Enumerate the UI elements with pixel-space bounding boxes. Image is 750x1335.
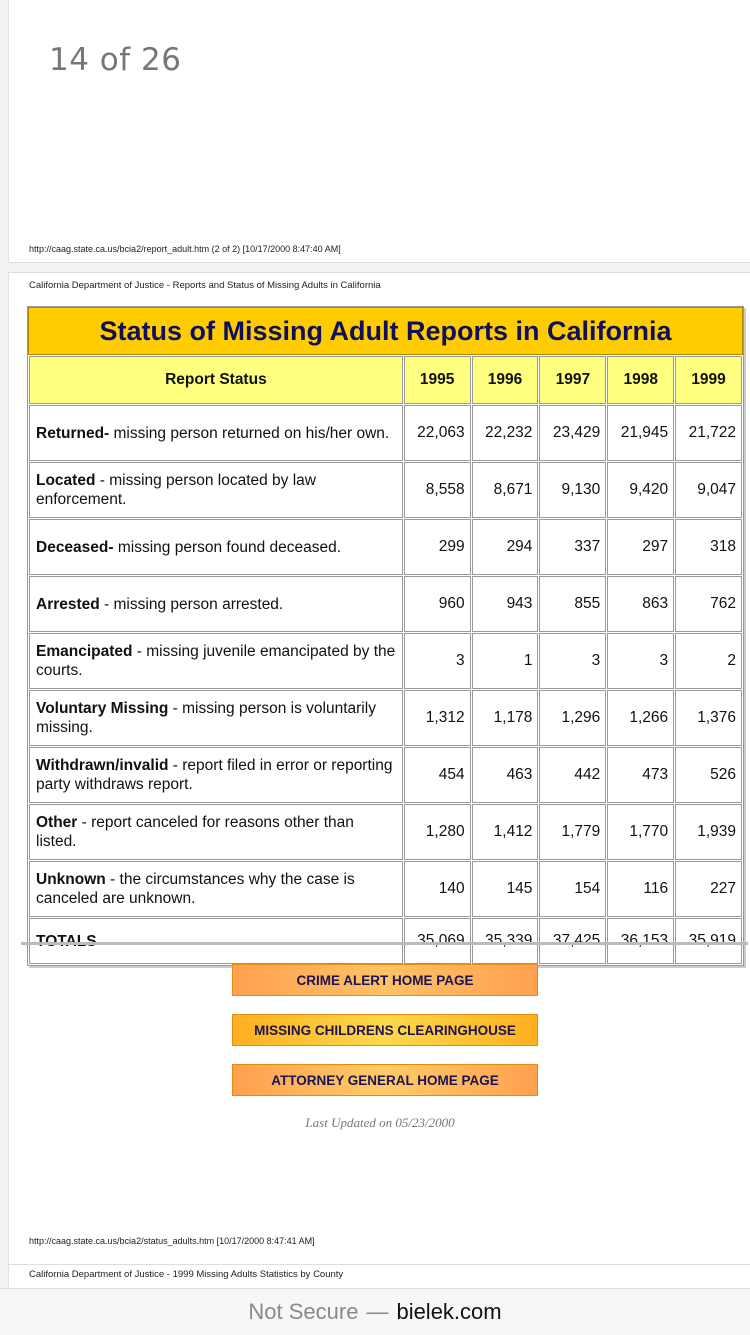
value-cell: 1,939 — [675, 804, 742, 860]
value-cell: 3 — [404, 633, 471, 689]
pdf-page-next — [8, 1264, 750, 1289]
header-year: 1996 — [472, 356, 539, 404]
page-counter: 14 of 26 — [49, 42, 182, 78]
attorney-general-home-button[interactable]: ATTORNEY GENERAL HOME PAGE — [232, 1064, 538, 1096]
status-cell — [29, 462, 403, 518]
value-cell: 21,945 — [607, 405, 674, 461]
status-cell — [29, 804, 403, 860]
total-cell: 37,425 — [539, 918, 606, 964]
status-cell — [29, 633, 403, 689]
value-cell: 1,296 — [539, 690, 606, 746]
table-row — [29, 633, 742, 689]
page-header: California Department of Justice - 1999 Missing Adults Statistics by County — [29, 1269, 344, 1280]
value-cell: 943 — [472, 576, 539, 632]
value-cell: 463 — [472, 747, 539, 803]
table-row — [29, 462, 742, 518]
header-year: 1997 — [539, 356, 606, 404]
missing-adults-table — [28, 355, 743, 965]
status-name: Returned- — [36, 424, 110, 442]
table-row — [29, 690, 742, 746]
domain-label: bielek.com — [396, 1299, 502, 1324]
value-cell: 116 — [607, 861, 674, 917]
separator: — — [366, 1299, 389, 1324]
value-cell: 1,266 — [607, 690, 674, 746]
status-cell — [29, 690, 403, 746]
page-footer-url: http://caag.state.ca.us/bcia2/status_adults.htm [10/17/2000 8:47:41 AM] — [29, 1236, 315, 1246]
value-cell: 3 — [539, 633, 606, 689]
value-cell: 22,232 — [472, 405, 539, 461]
value-cell: 9,130 — [539, 462, 606, 518]
value-cell: 473 — [607, 747, 674, 803]
table-title: Status of Missing Adult Reports in California — [28, 307, 743, 355]
totals-row — [29, 918, 742, 964]
status-cell — [29, 861, 403, 917]
status-cell — [29, 747, 403, 803]
page-footer-url: http://caag.state.ca.us/bcia2/report_adult.htm (2 of 2) [10/17/2000 8:47:40 AM] — [29, 244, 341, 254]
pdf-page-previous — [8, 0, 750, 263]
table-row — [29, 405, 742, 461]
value-cell: 1,770 — [607, 804, 674, 860]
status-name: Withdrawn/invalid — [36, 757, 169, 774]
page-header: California Department of Justice - Reports and Status of Missing Adults in California — [29, 280, 381, 291]
value-cell: 960 — [404, 576, 471, 632]
header-year: 1995 — [404, 356, 471, 404]
value-cell: 9,420 — [607, 462, 674, 518]
status-name: Voluntary Missing — [36, 700, 169, 717]
status-description: - missing person arrested. — [99, 595, 284, 613]
value-cell: 863 — [607, 576, 674, 632]
pdf-page-current — [8, 272, 750, 1288]
table-row — [29, 804, 742, 860]
missing-adults-table-container — [27, 306, 744, 966]
value-cell: 526 — [675, 747, 742, 803]
status-description: - report canceled for reasons other than listed. — [36, 814, 354, 850]
value-cell: 227 — [675, 861, 742, 917]
value-cell: 145 — [472, 861, 539, 917]
status-description: - report filed in error or reporting party withdraws report. — [36, 757, 393, 793]
total-cell: 35,339 — [472, 918, 539, 964]
status-description: - missing person located by law enforcement. — [36, 472, 316, 508]
value-cell: 299 — [404, 519, 471, 575]
header-report-status: Report Status — [29, 356, 403, 404]
total-cell: 35,069 — [404, 918, 471, 964]
status-name: Emancipated — [36, 643, 133, 660]
table-row — [29, 519, 742, 575]
status-cell — [29, 519, 403, 575]
value-cell: 297 — [607, 519, 674, 575]
value-cell: 140 — [404, 861, 471, 917]
value-cell: 762 — [675, 576, 742, 632]
value-cell: 1,312 — [404, 690, 471, 746]
table-row — [29, 576, 742, 632]
browser-address-bar[interactable] — [0, 1288, 750, 1335]
status-description: missing person found deceased. — [113, 538, 342, 556]
value-cell: 1,280 — [404, 804, 471, 860]
value-cell: 23,429 — [539, 405, 606, 461]
value-cell: 337 — [539, 519, 606, 575]
status-description: missing person returned on his/her own. — [109, 424, 390, 442]
value-cell: 442 — [539, 747, 606, 803]
table-header-row — [29, 356, 742, 404]
table-row — [29, 861, 742, 917]
table-row — [29, 747, 742, 803]
status-name: Other — [36, 814, 78, 831]
header-year: 1999 — [675, 356, 742, 404]
status-cell — [29, 576, 403, 632]
value-cell: 294 — [472, 519, 539, 575]
value-cell: 8,671 — [472, 462, 539, 518]
not-secure-label: Not Secure — [248, 1299, 359, 1324]
status-name: Arrested — [36, 595, 100, 613]
value-cell: 2 — [675, 633, 742, 689]
divider — [21, 942, 748, 945]
status-cell — [29, 405, 403, 461]
value-cell: 9,047 — [675, 462, 742, 518]
value-cell: 454 — [404, 747, 471, 803]
status-name: Located — [36, 472, 96, 489]
value-cell: 22,063 — [404, 405, 471, 461]
status-description: - the circumstances why the case is canceled are unknown. — [36, 871, 355, 907]
value-cell: 3 — [607, 633, 674, 689]
value-cell: 21,722 — [675, 405, 742, 461]
total-cell: 35,919 — [675, 918, 742, 964]
value-cell: 1,376 — [675, 690, 742, 746]
status-description: - missing juvenile emancipated by the courts. — [36, 643, 396, 679]
header-year: 1998 — [607, 356, 674, 404]
value-cell: 154 — [539, 861, 606, 917]
totals-label: TOTALS — [29, 918, 403, 964]
value-cell: 855 — [539, 576, 606, 632]
crime-alert-home-button[interactable]: CRIME ALERT HOME PAGE — [232, 964, 538, 996]
missing-childrens-clearinghouse-button[interactable]: MISSING CHILDRENS CLEARINGHOUSE — [232, 1014, 538, 1046]
last-updated: Last Updated on 05/23/2000 — [305, 1115, 455, 1130]
status-name: Unknown — [36, 871, 106, 888]
value-cell: 1,412 — [472, 804, 539, 860]
value-cell: 318 — [675, 519, 742, 575]
value-cell: 1,178 — [472, 690, 539, 746]
value-cell: 1 — [472, 633, 539, 689]
value-cell: 1,779 — [539, 804, 606, 860]
status-description: - missing person is voluntarily missing. — [36, 700, 376, 736]
value-cell: 8,558 — [404, 462, 471, 518]
status-name: Deceased- — [36, 538, 114, 556]
total-cell: 36,153 — [607, 918, 674, 964]
